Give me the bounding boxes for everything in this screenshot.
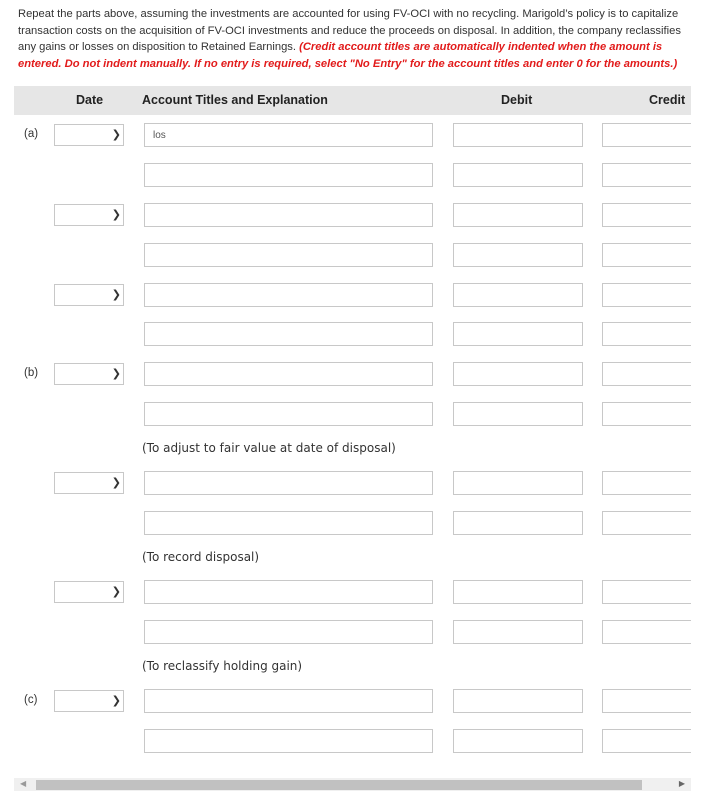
credit-input[interactable] — [602, 580, 691, 604]
credit-input[interactable] — [602, 283, 691, 307]
debit-input[interactable] — [453, 123, 583, 147]
date-select[interactable] — [54, 204, 124, 226]
account-title-input[interactable] — [144, 283, 433, 307]
credit-input[interactable] — [602, 471, 691, 495]
account-title-input[interactable] — [144, 123, 433, 147]
debit-input[interactable] — [453, 362, 583, 386]
horizontal-scrollbar[interactable] — [14, 778, 691, 791]
chevron-down-icon: ❯ — [111, 367, 121, 380]
chevron-down-icon: ❯ — [111, 585, 121, 598]
memo-adjust: (To adjust to fair value at date of disposal) — [142, 441, 396, 455]
date-select[interactable] — [54, 472, 124, 494]
part-label-a: (a) — [24, 128, 39, 140]
debit-input[interactable] — [453, 729, 583, 753]
account-title-input[interactable] — [144, 580, 433, 604]
credit-input[interactable] — [602, 402, 691, 426]
part-label-b: (b) — [24, 367, 39, 379]
instructions-note: (Credit account titles are automatically indented when the amount is entered. Do not indent manually. If no entry is required, select "No Entry" for the account titles and enter 0 for the amounts.) — [18, 41, 678, 70]
debit-input[interactable] — [453, 203, 583, 227]
header-account: Account Titles and Explanation — [142, 93, 328, 107]
account-title-input[interactable] — [144, 402, 433, 426]
account-title-input[interactable] — [144, 362, 433, 386]
memo-disposal: (To record disposal) — [142, 550, 260, 564]
memo-reclassify: (To reclassify holding gain) — [142, 659, 303, 673]
account-title-input[interactable] — [144, 620, 433, 644]
date-select[interactable] — [54, 124, 124, 146]
date-select[interactable] — [54, 690, 124, 712]
credit-input[interactable] — [602, 163, 691, 187]
chevron-down-icon: ❯ — [111, 128, 121, 141]
debit-input[interactable] — [453, 689, 583, 713]
table-header — [14, 86, 691, 115]
scrollbar-thumb[interactable] — [36, 780, 642, 790]
chevron-down-icon: ❯ — [111, 476, 121, 489]
instructions-text: Repeat the parts above, assuming the investments are accounted for using FV-OCI with no recycling. Marigold’s policy is to capitalize transaction costs on the acquisition of FV-OCI investments and reduce the proceeds on disposal. In addition, the company reclassifies any gains or losses on disposition to Retained Earnings. — [18, 8, 681, 53]
account-title-input[interactable] — [144, 729, 433, 753]
debit-input[interactable] — [453, 511, 583, 535]
part-label-c: (c) — [24, 694, 38, 706]
credit-input[interactable] — [602, 511, 691, 535]
account-title-input[interactable] — [144, 163, 433, 187]
instructions — [18, 6, 698, 72]
credit-input[interactable] — [602, 203, 691, 227]
debit-input[interactable] — [453, 283, 583, 307]
chevron-down-icon: ❯ — [111, 288, 121, 301]
scroll-left-arrow-icon[interactable]: ◀ — [20, 779, 27, 788]
chevron-down-icon: ❯ — [111, 208, 121, 221]
header-credit: Credit — [649, 93, 686, 107]
debit-input[interactable] — [453, 163, 583, 187]
debit-input[interactable] — [453, 471, 583, 495]
account-title-input[interactable] — [144, 511, 433, 535]
account-title-input[interactable] — [144, 471, 433, 495]
credit-input[interactable] — [602, 123, 691, 147]
debit-input[interactable] — [453, 620, 583, 644]
header-date: Date — [76, 93, 104, 107]
header-debit: Debit — [501, 93, 533, 107]
chevron-down-icon: ❯ — [111, 694, 121, 707]
date-select[interactable] — [54, 581, 124, 603]
debit-input[interactable] — [453, 580, 583, 604]
date-select[interactable] — [54, 284, 124, 306]
credit-input[interactable] — [602, 362, 691, 386]
debit-input[interactable] — [453, 402, 583, 426]
debit-input[interactable] — [453, 322, 583, 346]
credit-input[interactable] — [602, 729, 691, 753]
date-select[interactable] — [54, 363, 124, 385]
account-title-input[interactable] — [144, 203, 433, 227]
credit-input[interactable] — [602, 689, 691, 713]
debit-input[interactable] — [453, 243, 583, 267]
account-title-input[interactable] — [144, 322, 433, 346]
account-title-input[interactable] — [144, 689, 433, 713]
credit-input[interactable] — [602, 620, 691, 644]
account-title-input[interactable] — [144, 243, 433, 267]
credit-input[interactable] — [602, 243, 691, 267]
scroll-right-arrow-icon[interactable]: ▶ — [678, 779, 685, 788]
credit-input[interactable] — [602, 322, 691, 346]
